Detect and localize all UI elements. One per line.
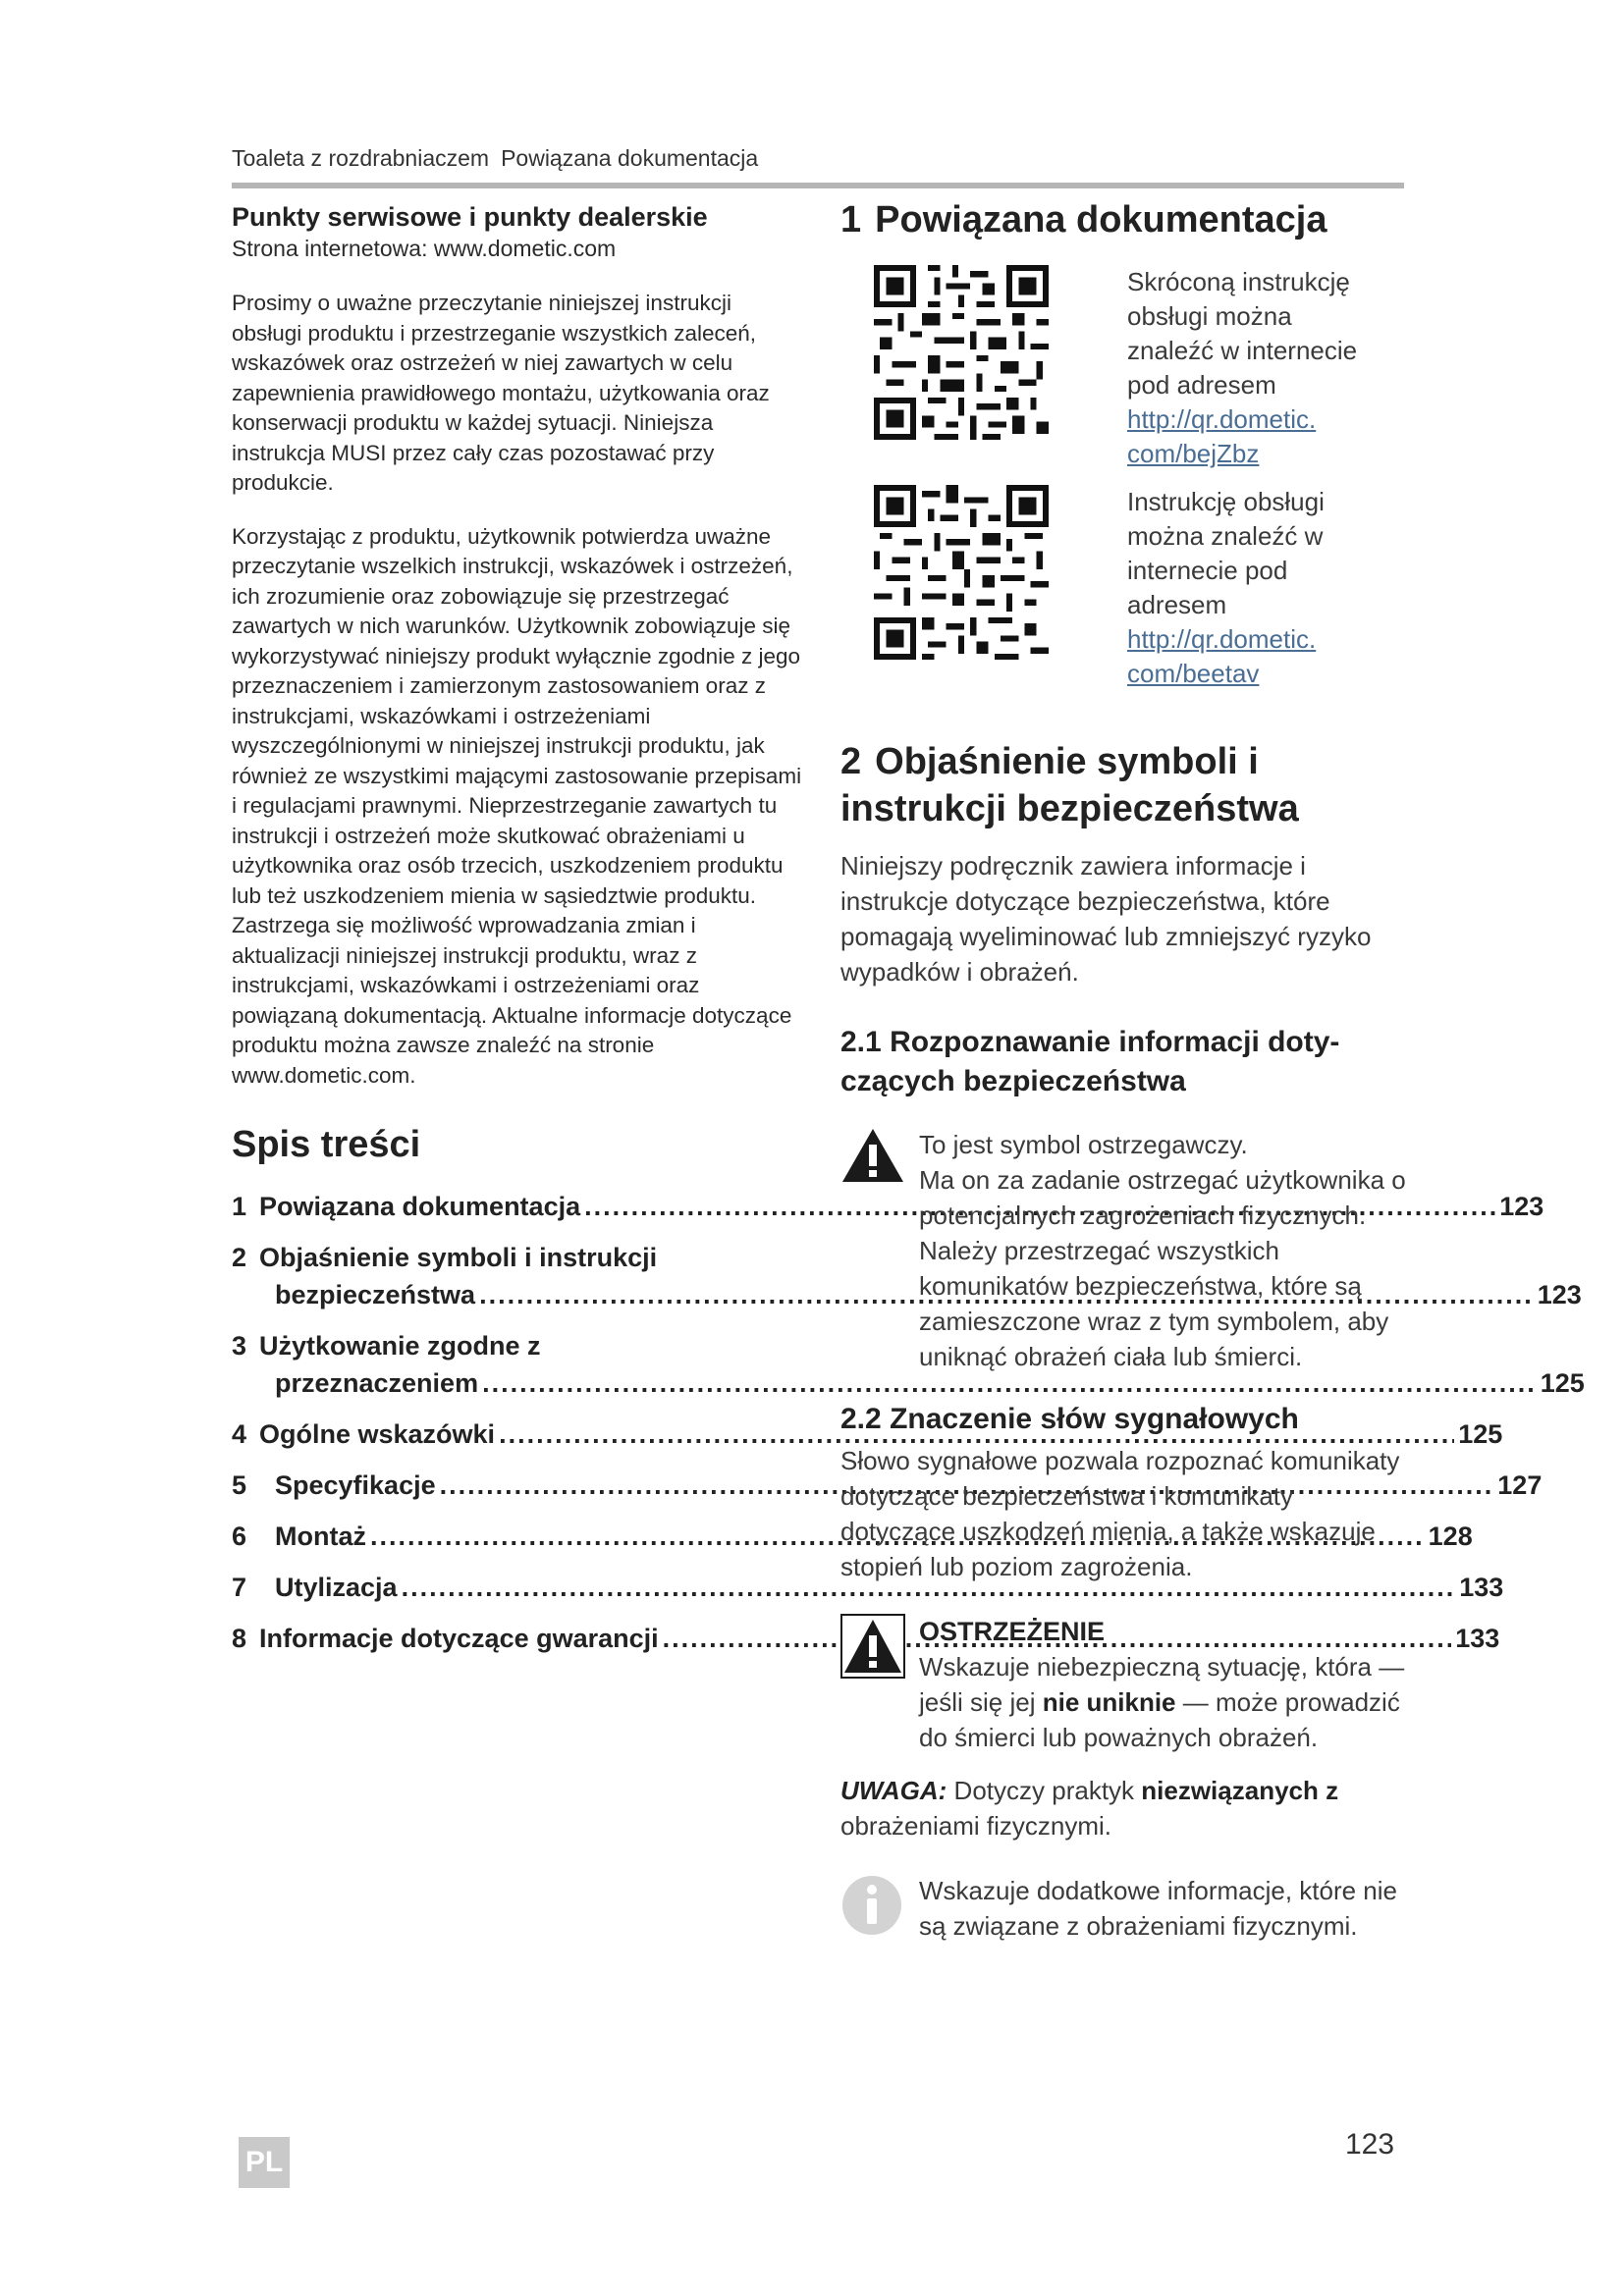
header-title: Toaleta z rozdrabniaczem	[232, 145, 490, 171]
header-section: Powiązana dokumentacja	[501, 145, 759, 171]
subsection-number: 2.2	[840, 1403, 882, 1435]
warning-triangle-icon	[840, 1127, 905, 1184]
qr-link[interactable]: http://qr.dometic.	[1127, 624, 1317, 654]
section-title: Powiązana dokumentacja	[875, 199, 1327, 240]
toc-item[interactable]	[232, 1569, 1504, 1606]
qr-block-quick-guide	[840, 265, 1410, 471]
service-title: Punkty serwisowe i punkty dealerskie	[232, 202, 708, 232]
warning-text-part: Wskazuje niebezpieczną sytuację, która — jeśli się jej	[919, 1652, 1405, 1717]
toc-item-number: 1	[232, 1192, 247, 1221]
toc-item-label: Ogólne wskazówki	[259, 1419, 496, 1449]
qr-text: Instrukcję obsługi można znaleźć w internecie pod adresem	[1127, 487, 1325, 619]
qr-link-cont[interactable]: com/beetav	[1127, 659, 1260, 688]
notice-text-part: Dotyczy praktyk	[947, 1776, 1142, 1805]
right-column	[840, 196, 1410, 1944]
toc-item-page: 128	[1428, 1522, 1473, 1551]
warning-text	[919, 1649, 1410, 1755]
toc-item-label: Montaż	[275, 1522, 366, 1551]
toc-item-page: 133	[1459, 1573, 1504, 1602]
toc-item-number: 6	[232, 1522, 247, 1551]
warning-symbol-block	[840, 1127, 1410, 1374]
toc-item-page: 125	[1458, 1419, 1503, 1449]
toc-title: Spis treści	[232, 1124, 421, 1165]
warning-box-icon	[840, 1614, 905, 1679]
notice-paragraph	[840, 1773, 1410, 1843]
warning-text-part: — może prowadzić do śmierci lub poważnych obrażeń.	[919, 1687, 1400, 1752]
toc-item-page: 127	[1497, 1470, 1543, 1500]
qr-description	[1127, 265, 1382, 471]
section-title: Objaśnienie symboli i instrukcji bezpieczeństwa	[840, 741, 1299, 829]
toc-item-number: 3	[232, 1331, 247, 1361]
section-2-heading	[840, 738, 1410, 832]
toc-item-number: 4	[232, 1419, 247, 1449]
language-badge: PL	[239, 2137, 290, 2188]
notice-text-emphasis: niezwiązanych z	[1141, 1776, 1339, 1805]
toc-item-number: 8	[232, 1624, 247, 1653]
toc-item-page: 123	[1537, 1280, 1582, 1309]
qr-description	[1127, 485, 1382, 691]
toc-item[interactable]	[232, 1188, 1544, 1225]
section-number: 2	[840, 741, 862, 782]
running-header	[232, 145, 758, 172]
toc-item-page: 123	[1499, 1192, 1544, 1221]
warning-title: OSTRZEŻENIE	[919, 1617, 1106, 1646]
toc-item-label: Powiązana dokumentacja	[259, 1192, 581, 1221]
toc-item-number: 7	[232, 1573, 247, 1602]
section-2-2-intro: Słowo sygnałowe pozwala rozpoznać komunikaty dotyczące bezpieczeństwa i komunikaty dotyczące uszkodzeń mienia, a także wskazuje stopień lub poziom zagrożenia.	[840, 1446, 1400, 1581]
qr-link-cont[interactable]: com/bejZbz	[1127, 439, 1260, 468]
toc-item-label-cont: przeznaczeniem	[275, 1368, 479, 1398]
toc-item-label: Użytkowanie zgodne z	[259, 1331, 541, 1361]
toc-item[interactable]	[232, 1518, 1473, 1555]
toc-item[interactable]	[232, 1239, 1582, 1313]
subsection-number: 2.1	[840, 1026, 882, 1058]
header-rule	[232, 183, 1404, 188]
section-2-1-heading	[840, 1023, 1410, 1101]
toc-item-page: 125	[1540, 1368, 1585, 1398]
toc-item-page: 133	[1455, 1624, 1500, 1653]
intro-paragraph-1: Prosimy o uważne przeczytanie niniejszej instrukcji obsługi produktu i przestrzeganie wszystkich zaleceń, wskazówek oraz ostrzeżeń w niej zawartych w celu zapewnienia prawidłowego montażu, użytkowania oraz konserwacji produktu w każdej sytuacji. Niniejsza instrukcja MUSI przez cały czas pozostawać przy produkcie.	[232, 291, 770, 495]
qr-code-icon	[874, 265, 1049, 440]
qr-text: Skróconą instrukcję obsługi można znaleźć w internecie pod adresem	[1127, 267, 1358, 400]
notice-label: UWAGA:	[840, 1776, 947, 1805]
section-2-2-heading	[840, 1400, 1410, 1439]
toc-item-label: Specyfikacje	[275, 1470, 436, 1500]
toc-item[interactable]	[232, 1467, 1543, 1504]
notice-text-part: obrażeniami fizycznymi.	[840, 1811, 1111, 1841]
info-text: Wskazuje dodatkowe informacje, które nie są związane z obrażeniami fizycznymi.	[919, 1876, 1398, 1941]
info-block	[840, 1873, 1410, 1944]
intro-paragraph-2: Korzystając z produktu, użytkownik potwierdza uważne przeczytanie wszelkich instrukcji, wskazówek i ostrzeżeń, ich zrozumienie oraz zobowiązuje się przestrzegać zawartych w nich warunków. Użytkownik zobowiązuje się wykorzystywać niniejszy produkt wyłącznie zgodnie z jego przeznaczeniem i zamierzonym zastosowaniem oraz z instrukcjami, wskazówkami i ostrzeżeniami wyszczególnionymi w niniejszej instrukcji produktu, jak również ze wszystkimi mającymi zastosowanie przepisami i regulacjami prawnymi. Nieprzestrzeganie zawartych tu instrukcji i ostrzeżeń może skutkować obrażeniami u użytkownika oraz osób trzecich, uszkodzeniem produktu lub też uszkodzeniem mienia w sąsiedztwie produktu. Zastrzega się możliwość wprowadzania zmian i aktualizacji niniejszej instrukcji produktu, wraz z instrukcjami, wskazówkami i ostrzeżeniami oraz powiązaną dokumentacją. Aktualne informacje dotyczące produktu można zawsze znaleźć na stronie www.dometic.com.	[232, 523, 802, 1088]
toc-item[interactable]	[232, 1327, 1585, 1402]
page-number: 123	[1345, 2128, 1395, 2161]
toc-item-label: Objaśnienie symboli i instrukcji	[259, 1243, 658, 1272]
qr-link[interactable]: http://qr.dometic.	[1127, 404, 1317, 434]
info-icon	[840, 1873, 905, 1938]
section-number: 1	[840, 199, 862, 240]
warning-text-emphasis: nie uniknie	[1042, 1687, 1176, 1717]
section-1-heading	[840, 196, 1410, 243]
qr-code-icon	[874, 485, 1049, 660]
toc-item-label: Informacje dotyczące gwarancji	[259, 1624, 659, 1653]
toc-item-label-cont: bezpieczeństwa	[275, 1280, 476, 1309]
toc-item-number: 5	[232, 1470, 247, 1500]
subsection-title: Znaczenie słów sygnałowych	[890, 1403, 1299, 1435]
qr-block-manual	[840, 485, 1410, 691]
service-website: Strona internetowa: www.dometic.com	[232, 236, 617, 261]
subsection-title: Rozpoznawanie informacji doty- czących bezpieczeństwa	[840, 1026, 1340, 1097]
warning-symbol-text: Ma on za zadanie ostrzegać użytkownika o potencjalnych zagrożeniach fizycznych. Należy przestrzegać wszystkich komunikatów bezpieczeństwa, które są zamieszczone wraz z tym symbolem, aby uniknąć obrażeń ciała lub śmierci.	[919, 1165, 1406, 1371]
toc-item-number: 2	[232, 1243, 247, 1272]
section-2-intro: Niniejszy podręcznik zawiera informacje i instrukcje dotyczące bezpieczeństwa, które pomagają wyeliminować lub zmniejszyć ryzyko wypadków i obrażeń.	[840, 851, 1372, 987]
warning-symbol-caption: To jest symbol ostrzegawczy.	[919, 1130, 1248, 1159]
toc-item-label: Utylizacja	[275, 1573, 398, 1602]
warning-block	[840, 1614, 1410, 1755]
